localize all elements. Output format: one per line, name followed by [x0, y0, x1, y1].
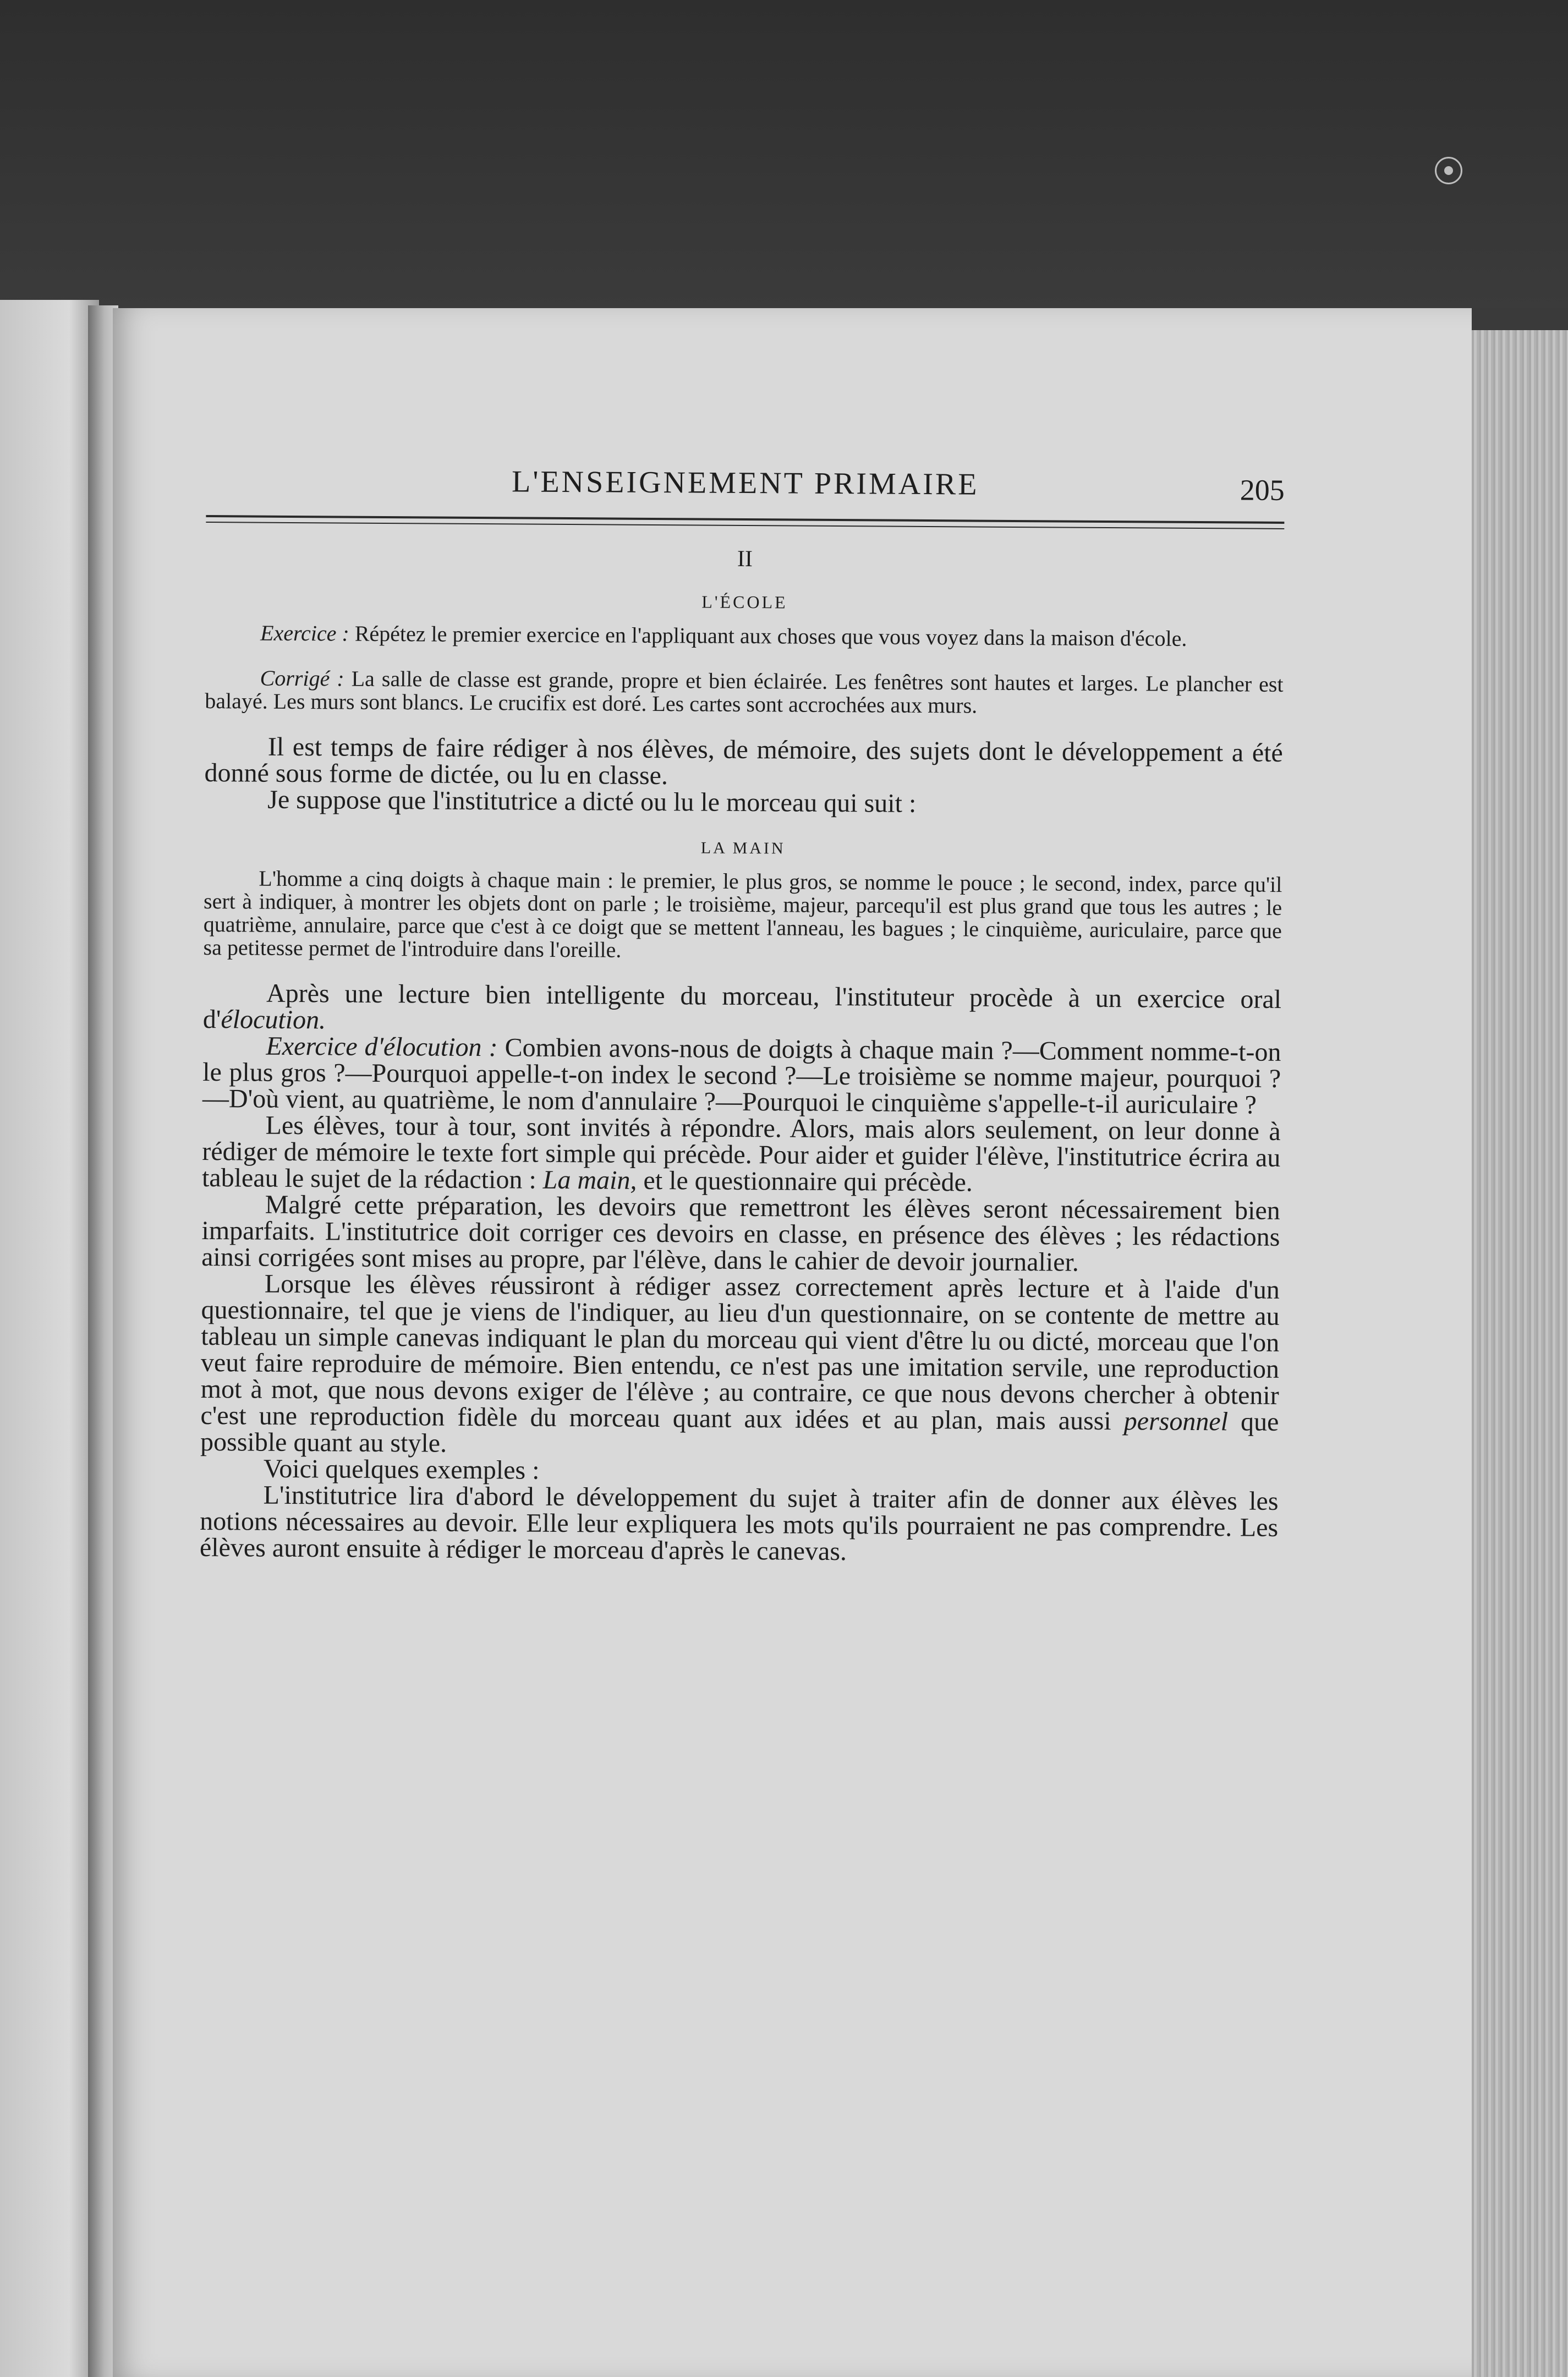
body-paragraph-5 [200, 1270, 1280, 1462]
body-paragraph-1 [203, 980, 1282, 1039]
intro-paragraph-2: Je suppose que l'institutrice a dicté ou lu le morceau qui suit : [267, 785, 917, 818]
corrige-label: Corrigé : [260, 665, 344, 691]
body-paragraph-3 [202, 1112, 1281, 1198]
section-number: II [737, 546, 753, 572]
exercise-label: Exercice : [260, 620, 349, 646]
body-p1-emphasis: élocution. [221, 1005, 326, 1035]
elocution-text: Combien avons-nous de doigts à chaque main ?—Comment nomme-t-on le plus gros ?—Pourquoi appelle-t-on index le second ?—Le troisième se nomme majeur, pourquoi ?—D'où vient, au quatrième, le nom d'annulaire ?—Pourquoi le cinquième s'appelle-t-il auriculaire ? [202, 1033, 1281, 1120]
la-main-text: L'homme a cinq doigts à chaque main : le premier, le plus gros, se nomme le pouce ; le second, index, parce qu'il sert à indiquer, à montrer les objets dont on parle ; le troisième, majeur, parcequ'il est plus grand que tous les autres ; le quatrième, annulaire, parce que c'est à ce doigt que se mettent l'anneau, les bagues ; le cinquième, auriculaire, parce que sa petitesse permet de l'introduire dans l'oreille. [203, 866, 1282, 962]
page-stack-edge [1472, 330, 1568, 2377]
scan-marker-icon [1435, 157, 1462, 184]
corrige-text: La salle de classe est grande, propre et bien éclairée. Les fenêtres sont hautes et larges. Le plancher est balayé. Les murs sont blancs. Le crucifix est doré. Les cartes sont accrochées aux murs. [205, 666, 1284, 718]
exercise-block [205, 621, 1284, 719]
facing-page-edge [0, 300, 99, 2377]
body-p1-text: Après une lecture bien intelligente du morceau, l'instituteur procède à un exercice oral d' [202, 978, 1282, 1034]
intro-block [204, 733, 1283, 819]
body-paragraph-4: Malgré cette préparation, les devoirs que remettront les élèves seront nécessairement bien imparfaits. L'institutrice doit corriger ces devoirs en classe, en présence des élèves ; les rédactions ainsi corrigées sont mises au propre, par l'élève, dans le cahier de devoir journalier. [201, 1190, 1280, 1277]
body-paragraph-7: L'institutrice lira d'abord le développement du sujet à traiter afin de donner aux élèves les notions nécessaires au devoir. Elle leur expliquera les mots qu'ils pourraient ne pas comprendre. Les élèves auront ensuite à rédiger le morceau d'après le canevas. [199, 1480, 1279, 1567]
section-title: L'ÉCOLE [701, 591, 788, 612]
scanner-background [0, 0, 1568, 308]
body-p5-text: Lorsque les élèves réussiront à rédiger assez correctement après lecture et à l'aide d'un questionnaire, tel que je viens de l'indiquer, au lieu d'un questionnaire, on se contente de mettre au tableau un simple canevas indiquant le plan du morceau qui vient d'être lu ou dicté, morceau que l'on veut faire reproduire de mémoire. Bien entendu, ce n'est pas une imitation servile, une reproduction mot à mot, que nous devons exiger de l'élève ; au contraire, ce que nous devons chercher à obtenir c'est une reproduction fidèle du morceau quant aux idées et au plan, mais aussi [200, 1269, 1280, 1436]
intro-paragraph-1: Il est temps de faire rédiger à nos élèves, de mémoire, des sujets dont le développement a été donné sous forme de dictée, ou lu en classe. [204, 732, 1283, 791]
body-p5-text-end: que possible quant au style. [200, 1407, 1279, 1458]
exercise-paragraph [205, 621, 1284, 651]
running-header [206, 462, 1285, 518]
body-block [200, 980, 1281, 1568]
body-p3-text-end: et le questionnaire qui précède. [637, 1165, 973, 1197]
exercise-text: Répétez le premier exercice en l'appliquant aux choses que vous voyez dans la maison d'école. [349, 621, 1187, 651]
body-p5-emphasis: personnel [1123, 1406, 1229, 1437]
running-title: L'ENSEIGNEMENT PRIMAIRE [511, 464, 979, 502]
la-main-block [203, 867, 1282, 966]
elocution-label: Exercice d'élocution : [266, 1031, 498, 1062]
la-main-title: LA MAIN [700, 839, 786, 858]
body-p3-emphasis: La main, [542, 1165, 637, 1195]
body-p3-text: Les élèves, tour à tour, sont invités à répondre. Alors, mais alors seulement, on leur donne à rédiger de mémoire le texte fort simple qui précède. Pour aider et guider l'élève, l'institutrice écrira au tableau le sujet de la rédaction : [201, 1110, 1281, 1195]
corrige-paragraph [205, 666, 1283, 719]
page-number: 205 [1240, 473, 1285, 507]
page-content [200, 462, 1285, 1568]
body-paragraph-6: Voici quelques exemples : [263, 1454, 540, 1485]
body-paragraph-2 [202, 1033, 1281, 1119]
